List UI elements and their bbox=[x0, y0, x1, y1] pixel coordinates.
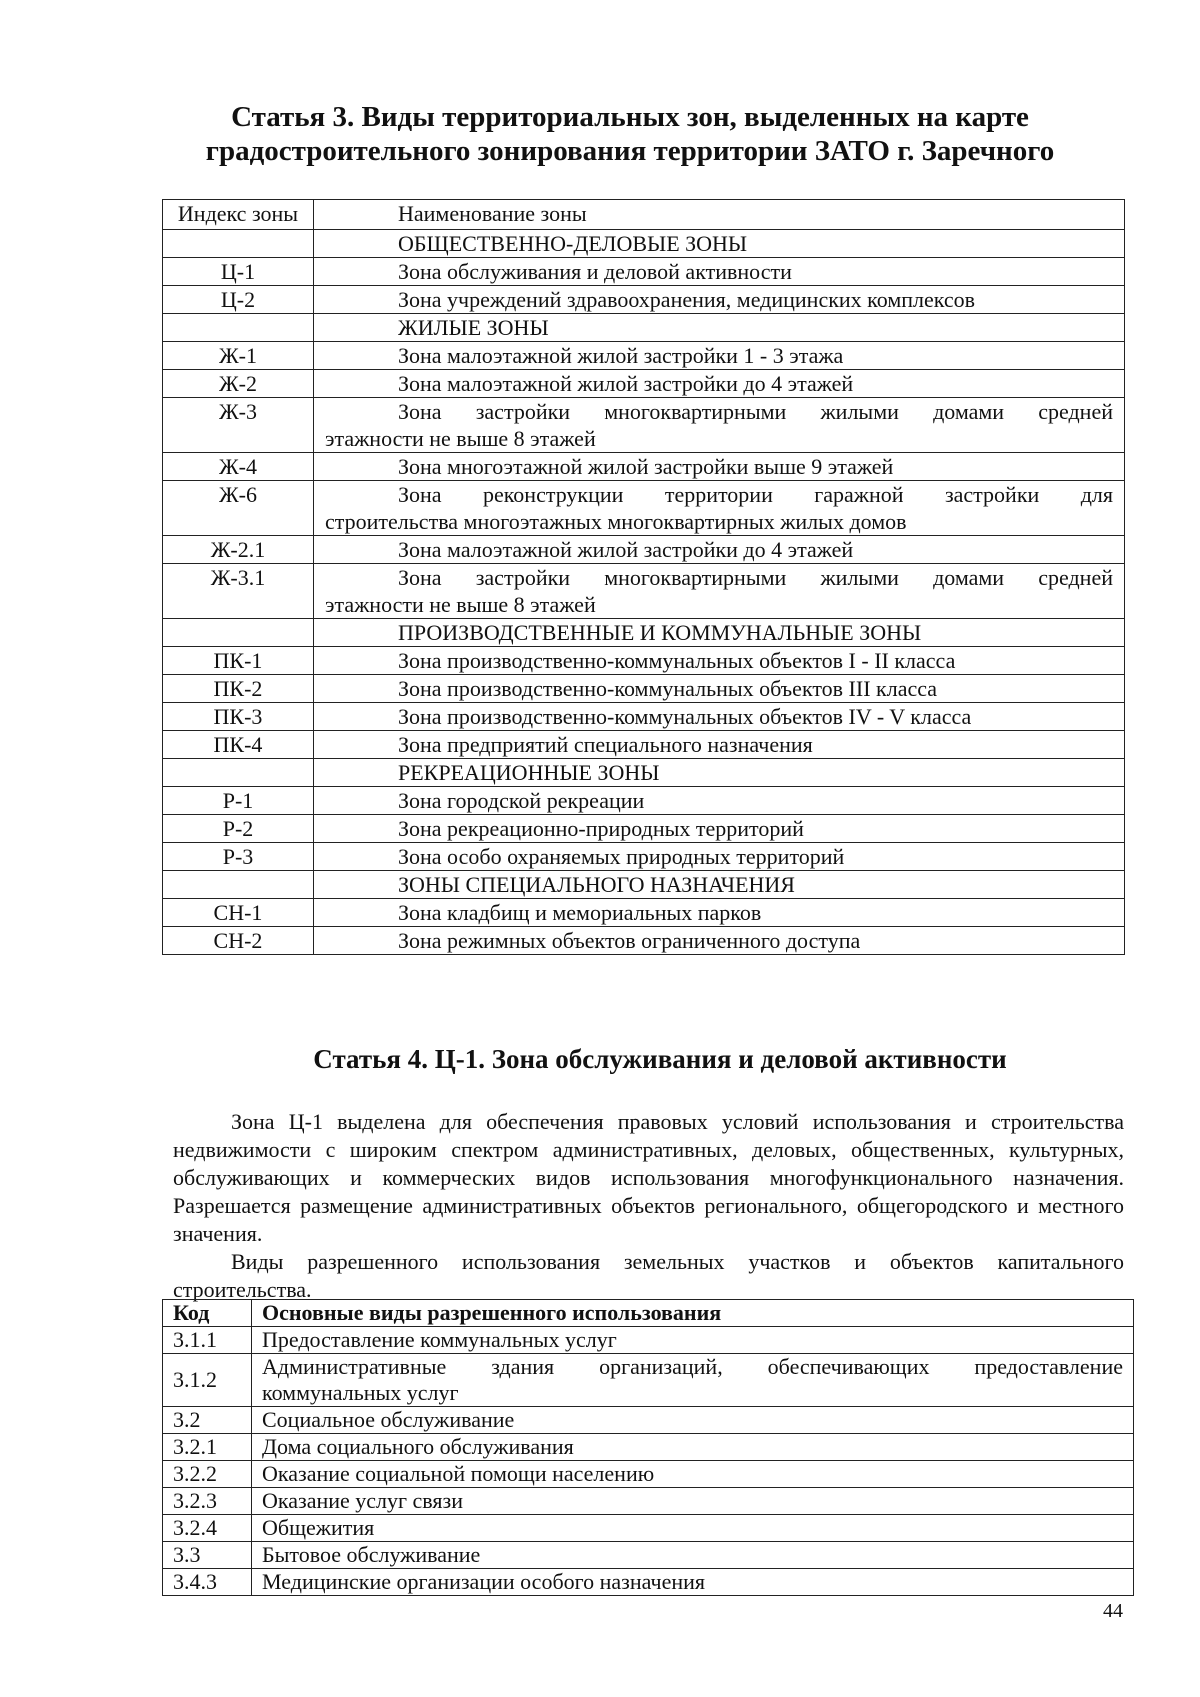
zone-name-cell bbox=[314, 927, 1125, 955]
article-4-paragraph-1 bbox=[173, 1108, 1124, 1248]
zone-group-title: РЕКРЕАЦИОННЫЕ ЗОНЫ bbox=[314, 759, 1125, 787]
zone-row bbox=[163, 481, 1125, 536]
zone-index: ПК-3 bbox=[163, 703, 314, 731]
zone-name: Зона предприятий специального назначения bbox=[398, 732, 813, 757]
use-row bbox=[163, 1515, 1134, 1542]
zone-group-row bbox=[163, 314, 1125, 342]
article-4-paragraph-2-text: Виды разрешенного использования земельных участков и объектов капитального строительства. bbox=[173, 1249, 1124, 1302]
zone-row bbox=[163, 342, 1125, 370]
zone-name-line2: этажности не выше 8 этажей bbox=[325, 592, 596, 617]
zone-row bbox=[163, 927, 1125, 955]
use-code: 3.3 bbox=[163, 1542, 252, 1569]
zone-index: Ц-2 bbox=[163, 286, 314, 314]
zone-row bbox=[163, 286, 1125, 314]
zone-name: Зона кладбищ и мемориальных парков bbox=[398, 900, 762, 925]
zone-name: Зона особо охраняемых природных территорий bbox=[398, 844, 845, 869]
zone-name-cell bbox=[314, 258, 1125, 286]
zone-row bbox=[163, 703, 1125, 731]
zone-row bbox=[163, 453, 1125, 481]
zone-row bbox=[163, 370, 1125, 398]
zone-row bbox=[163, 787, 1125, 815]
article-3-title-line1: Статья 3. Виды территориальных зон, выделенных на карте bbox=[231, 101, 1029, 133]
use-name: Оказание услуг связи bbox=[252, 1488, 1134, 1515]
zone-row bbox=[163, 815, 1125, 843]
uses-table-header bbox=[163, 1300, 1134, 1327]
zone-index: ПК-4 bbox=[163, 731, 314, 759]
zone-name-cell bbox=[314, 703, 1125, 731]
zone-row bbox=[163, 675, 1125, 703]
zone-name-cell bbox=[314, 536, 1125, 564]
zone-index: Ж-4 bbox=[163, 453, 314, 481]
zone-row bbox=[163, 258, 1125, 286]
use-code: 3.4.3 bbox=[163, 1569, 252, 1596]
use-code: 3.2.4 bbox=[163, 1515, 252, 1542]
zone-row bbox=[163, 564, 1125, 619]
zone-name-line2: строительства многоэтажных многоквартирных жилых домов bbox=[325, 509, 907, 534]
use-row bbox=[163, 1488, 1134, 1515]
use-name: Медицинские организации особого назначения bbox=[252, 1569, 1134, 1596]
zone-name-cell bbox=[314, 342, 1125, 370]
zone-row bbox=[163, 731, 1125, 759]
zone-index: Ж-2 bbox=[163, 370, 314, 398]
use-row bbox=[163, 1407, 1134, 1434]
use-code: 3.2.1 bbox=[163, 1434, 252, 1461]
zone-index: Р-1 bbox=[163, 787, 314, 815]
zone-name-cell bbox=[314, 815, 1125, 843]
zone-index-cell bbox=[163, 619, 314, 647]
use-name: Оказание социальной помощи населению bbox=[252, 1461, 1134, 1488]
zone-name: Зона учреждений здравоохранения, медицинских комплексов bbox=[398, 287, 976, 312]
zone-group-title: ПРОИЗВОДСТВЕННЫЕ И КОММУНАЛЬНЫЕ ЗОНЫ bbox=[314, 619, 1125, 647]
zone-index: Р-2 bbox=[163, 815, 314, 843]
zone-row bbox=[163, 398, 1125, 453]
zone-name-cell bbox=[314, 398, 1125, 453]
zone-name-cell bbox=[314, 787, 1125, 815]
zone-row bbox=[163, 899, 1125, 927]
zone-group-row bbox=[163, 619, 1125, 647]
zone-row bbox=[163, 843, 1125, 871]
zone-index: Ж-1 bbox=[163, 342, 314, 370]
use-row bbox=[163, 1461, 1134, 1488]
zone-name: Зона обслуживания и деловой активности bbox=[398, 259, 792, 284]
use-name: Бытовое обслуживание bbox=[252, 1542, 1134, 1569]
zone-group-row bbox=[163, 230, 1125, 258]
use-name: Общежития bbox=[252, 1515, 1134, 1542]
zone-name: Зона многоэтажной жилой застройки выше 9 этажей bbox=[398, 454, 894, 479]
zone-index: Ж-3 bbox=[163, 398, 314, 453]
article-4-paragraph-2 bbox=[173, 1248, 1124, 1304]
zone-index: СН-1 bbox=[163, 899, 314, 927]
zones-table-body bbox=[163, 230, 1125, 955]
zone-group-row bbox=[163, 871, 1125, 899]
zone-name-cell bbox=[314, 675, 1125, 703]
zone-name-line2: этажности не выше 8 этажей bbox=[325, 426, 596, 451]
zone-row bbox=[163, 536, 1125, 564]
zone-name-cell bbox=[314, 286, 1125, 314]
zone-name-cell bbox=[314, 453, 1125, 481]
zone-group-title: ОБЩЕСТВЕННО-ДЕЛОВЫЕ ЗОНЫ bbox=[314, 230, 1125, 258]
use-name-cell bbox=[252, 1354, 1134, 1407]
use-name: Дома социального обслуживания bbox=[252, 1434, 1134, 1461]
article-4-paragraph-1-text: Зона Ц-1 выделена для обеспечения правовых условий использования и строительства недвижимости с широким спектром административных, деловых, общественных, культурных, обслуживающих и коммерческих видов использования многофункционального назначения. Разрешается размещение административных объектов регионального, общегородского и местного значения. bbox=[173, 1109, 1124, 1246]
zone-name: Зона режимных объектов ограниченного доступа bbox=[398, 928, 861, 953]
zone-name: Зона производственно-коммунальных объектов I - II класса bbox=[398, 648, 956, 673]
use-name-line2: коммунальных услуг bbox=[262, 1380, 459, 1405]
zone-index-cell bbox=[163, 230, 314, 258]
zone-name-cell bbox=[314, 481, 1125, 536]
zone-index: Р-3 bbox=[163, 843, 314, 871]
use-row bbox=[163, 1327, 1134, 1354]
zone-index: Ж-6 bbox=[163, 481, 314, 536]
zone-index: Ж-2.1 bbox=[163, 536, 314, 564]
use-row bbox=[163, 1542, 1134, 1569]
zone-name-line1: Зона застройки многоквартирными жилыми домами средней bbox=[398, 565, 1113, 590]
zone-name-header: Наименование зоны bbox=[314, 200, 1125, 230]
zone-group-row bbox=[163, 759, 1125, 787]
zone-name: Зона производственно-коммунальных объектов IV - V класса bbox=[398, 704, 972, 729]
page-number: 44 bbox=[1103, 1600, 1123, 1622]
zone-name: Зона городской рекреации bbox=[398, 788, 645, 813]
zone-group-title: ЖИЛЫЕ ЗОНЫ bbox=[314, 314, 1125, 342]
zone-name-cell bbox=[314, 564, 1125, 619]
zone-index: Ж-3.1 bbox=[163, 564, 314, 619]
zone-index-header: Индекс зоны bbox=[163, 200, 314, 230]
use-code: 3.2.2 bbox=[163, 1461, 252, 1488]
zone-name-cell bbox=[314, 370, 1125, 398]
use-row bbox=[163, 1434, 1134, 1461]
article-3-title bbox=[160, 100, 1100, 168]
zone-index: СН-2 bbox=[163, 927, 314, 955]
zone-index-cell bbox=[163, 759, 314, 787]
use-name: Социальное обслуживание bbox=[252, 1407, 1134, 1434]
zone-index-cell bbox=[163, 314, 314, 342]
article-3-title-line2: градостроительного зонирования территории ЗАТО г. Заречного bbox=[205, 135, 1055, 167]
zone-name: Зона малоэтажной жилой застройки 1 - 3 этажа bbox=[398, 343, 844, 368]
zone-name: Зона рекреационно-природных территорий bbox=[398, 816, 804, 841]
zone-group-title: ЗОНЫ СПЕЦИАЛЬНОГО НАЗНАЧЕНИЯ bbox=[314, 871, 1125, 899]
zones-table bbox=[162, 199, 1125, 955]
code-header: Код bbox=[163, 1300, 252, 1327]
use-code: 3.2 bbox=[163, 1407, 252, 1434]
uses-table-body bbox=[163, 1327, 1134, 1596]
zone-name-cell bbox=[314, 899, 1125, 927]
article-4-title: Статья 4. Ц-1. Зона обслуживания и деловой активности bbox=[313, 1044, 1007, 1074]
zone-name-line1: Зона реконструкции территории гаражной застройки для bbox=[398, 482, 1113, 507]
permitted-uses-table bbox=[162, 1299, 1134, 1596]
use-name-header: Основные виды разрешенного использования bbox=[252, 1300, 1134, 1327]
use-name: Предоставление коммунальных услуг bbox=[252, 1327, 1134, 1354]
use-code: 3.1.2 bbox=[163, 1354, 252, 1407]
zone-name-cell bbox=[314, 731, 1125, 759]
zone-name-cell bbox=[314, 843, 1125, 871]
zones-table-header bbox=[163, 200, 1125, 230]
use-code: 3.1.1 bbox=[163, 1327, 252, 1354]
zone-name-line1: Зона застройки многоквартирными жилыми домами средней bbox=[398, 399, 1113, 424]
zone-index: ПК-2 bbox=[163, 675, 314, 703]
zone-name: Зона производственно-коммунальных объектов III класса bbox=[398, 676, 938, 701]
zone-index: ПК-1 bbox=[163, 647, 314, 675]
use-row bbox=[163, 1569, 1134, 1596]
zone-index: Ц-1 bbox=[163, 258, 314, 286]
zone-index-cell bbox=[163, 871, 314, 899]
zone-name-cell bbox=[314, 647, 1125, 675]
use-row bbox=[163, 1354, 1134, 1407]
zone-name: Зона малоэтажной жилой застройки до 4 этажей bbox=[398, 537, 854, 562]
zone-name: Зона малоэтажной жилой застройки до 4 этажей bbox=[398, 371, 854, 396]
zone-row bbox=[163, 647, 1125, 675]
use-name-line1: Административные здания организаций, обеспечивающих предоставление bbox=[262, 1354, 1123, 1379]
use-code: 3.2.3 bbox=[163, 1488, 252, 1515]
